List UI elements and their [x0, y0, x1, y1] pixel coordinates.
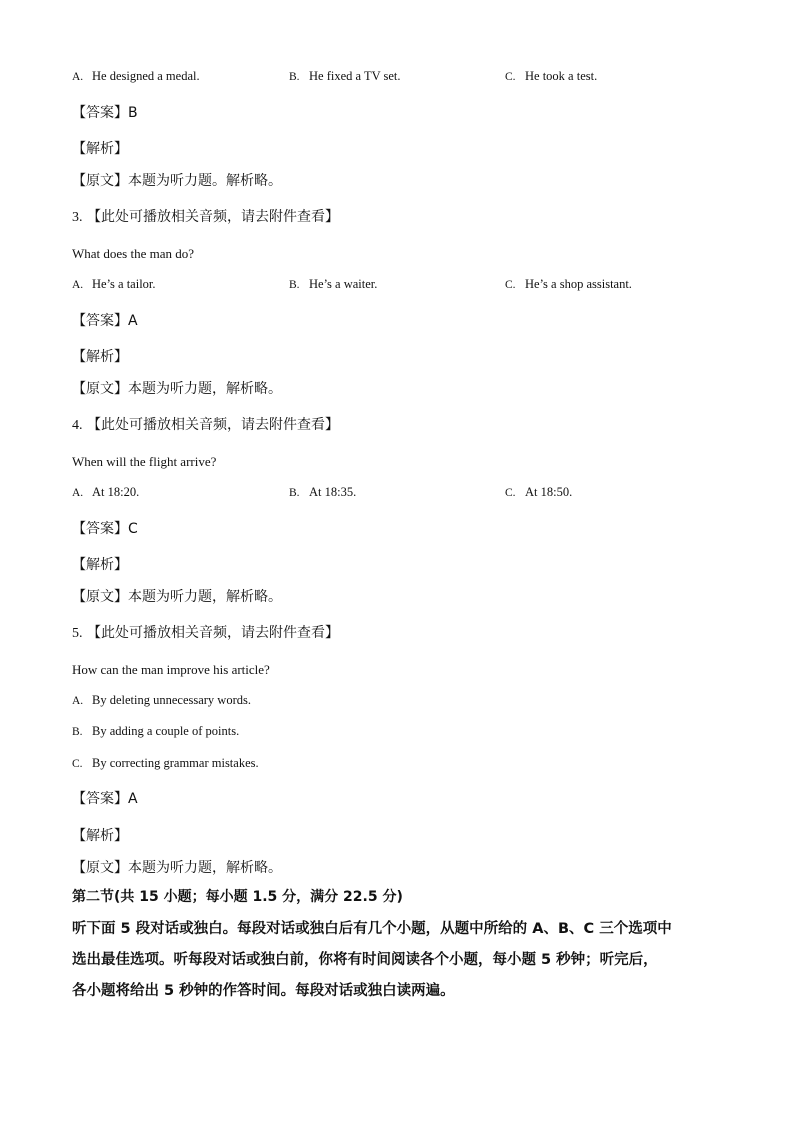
- q2-option-a: [72, 67, 200, 86]
- q4-option-b-text: At 18:35.: [309, 485, 357, 499]
- q3-header: [72, 207, 339, 228]
- q4-answer-label: 【答案】: [72, 521, 128, 537]
- q3-answer-value: A: [128, 313, 138, 329]
- q5-option-c: [72, 754, 259, 773]
- q4-analysis-label: 【解析】: [72, 557, 128, 573]
- q5-option-c-letter: C.: [72, 758, 83, 770]
- q5-question: How can the man improve his article?: [72, 662, 270, 677]
- q4-number: 4.: [72, 418, 83, 433]
- q3-analysis-label: 【解析】: [72, 349, 128, 365]
- q5-analysis-label: 【解析】: [72, 828, 128, 844]
- q2-option-b-letter: B.: [289, 71, 300, 83]
- q3-option-b-letter: B.: [289, 279, 300, 291]
- q5-source: 【原文】本题为听力题，解析略。: [72, 860, 282, 876]
- q2-option-b-text: He fixed a TV set.: [309, 69, 401, 83]
- q4-answer: [72, 519, 138, 539]
- q2-answer-value: B: [128, 105, 138, 121]
- q3-option-a: [72, 275, 156, 294]
- section2-instructions: [72, 914, 732, 1007]
- q5-answer: [72, 789, 138, 809]
- q3-answer: [72, 311, 138, 331]
- q2-option-c-letter: C.: [505, 71, 516, 83]
- q4-option-a-letter: A.: [72, 487, 84, 499]
- q4-source: 【原文】本题为听力题，解析略。: [72, 589, 282, 605]
- q4-option-c: [505, 483, 572, 502]
- q3-option-c: [505, 275, 632, 294]
- q5-option-a-text: By deleting unnecessary words.: [92, 693, 251, 707]
- q3-option-a-text: He’s a tailor.: [92, 277, 156, 291]
- q3-audio-note: 【此处可播放相关音频，请去附件查看】: [86, 209, 339, 225]
- q3-question: What does the man do?: [72, 246, 195, 261]
- q2-option-b: [289, 67, 401, 86]
- q4-option-a: [72, 483, 139, 502]
- q2-answer: [72, 103, 138, 123]
- q3-option-b: [289, 275, 377, 294]
- q2-option-a-letter: A.: [72, 71, 84, 83]
- q5-audio-note: 【此处可播放相关音频，请去附件查看】: [86, 625, 339, 641]
- q4-option-b-letter: B.: [289, 487, 300, 499]
- q5-header: [72, 623, 339, 644]
- q5-option-b-text: By adding a couple of points.: [92, 724, 240, 738]
- section2-title: 第二节(共 15 小题；每小题 1.5 分，满分 22.5 分): [72, 889, 403, 905]
- q5-option-b-letter: B.: [72, 726, 83, 738]
- q4-option-b: [289, 483, 356, 502]
- q4-option-c-text: At 18:50.: [525, 485, 573, 499]
- q3-source: 【原文】本题为听力题，解析略。: [72, 381, 282, 397]
- q5-option-a-letter: A.: [72, 695, 84, 707]
- q4-header: [72, 415, 339, 436]
- q2-analysis-label: 【解析】: [72, 141, 128, 157]
- q2-source: 【原文】本题为听力题。解析略。: [72, 173, 282, 189]
- q3-option-b-text: He’s a waiter.: [309, 277, 378, 291]
- q4-question: When will the flight arrive?: [72, 454, 217, 469]
- q3-option-c-letter: C.: [505, 279, 516, 291]
- q5-answer-label: 【答案】: [72, 791, 128, 807]
- q4-option-a-text: At 18:20.: [92, 485, 140, 499]
- q3-answer-label: 【答案】: [72, 313, 128, 329]
- q5-option-a: [72, 691, 251, 710]
- q2-option-c-text: He took a test.: [525, 69, 598, 83]
- q5-answer-value: A: [128, 791, 138, 807]
- q2-option-a-text: He designed a medal.: [92, 69, 200, 83]
- q5-option-c-text: By correcting grammar mistakes.: [92, 756, 259, 770]
- q4-answer-value: C: [128, 521, 138, 537]
- q2-answer-label: 【答案】: [72, 105, 128, 121]
- q5-option-b: [72, 722, 239, 741]
- q5-number: 5.: [72, 626, 83, 641]
- section2-instructions-line-1: 听下面 5 段对话或独白。每段对话或独白后有几个小题，从题中所给的 A、B、C 三个选项中: [72, 921, 672, 937]
- section2-instructions-line-3: 各小题将给出 5 秒钟的作答时间。每段对话或独白读两遍。: [72, 983, 455, 999]
- q3-option-a-letter: A.: [72, 279, 84, 291]
- q4-option-c-letter: C.: [505, 487, 516, 499]
- section2-instructions-line-2: 选出最佳选项。听每段对话或独白前，你将有时间阅读各个小题，每小题 5 秒钟；听完后，: [72, 952, 658, 968]
- q3-option-c-text: He’s a shop assistant.: [525, 277, 632, 291]
- q2-option-c: [505, 67, 597, 86]
- q3-number: 3.: [72, 210, 83, 225]
- q4-audio-note: 【此处可播放相关音频，请去附件查看】: [86, 417, 339, 433]
